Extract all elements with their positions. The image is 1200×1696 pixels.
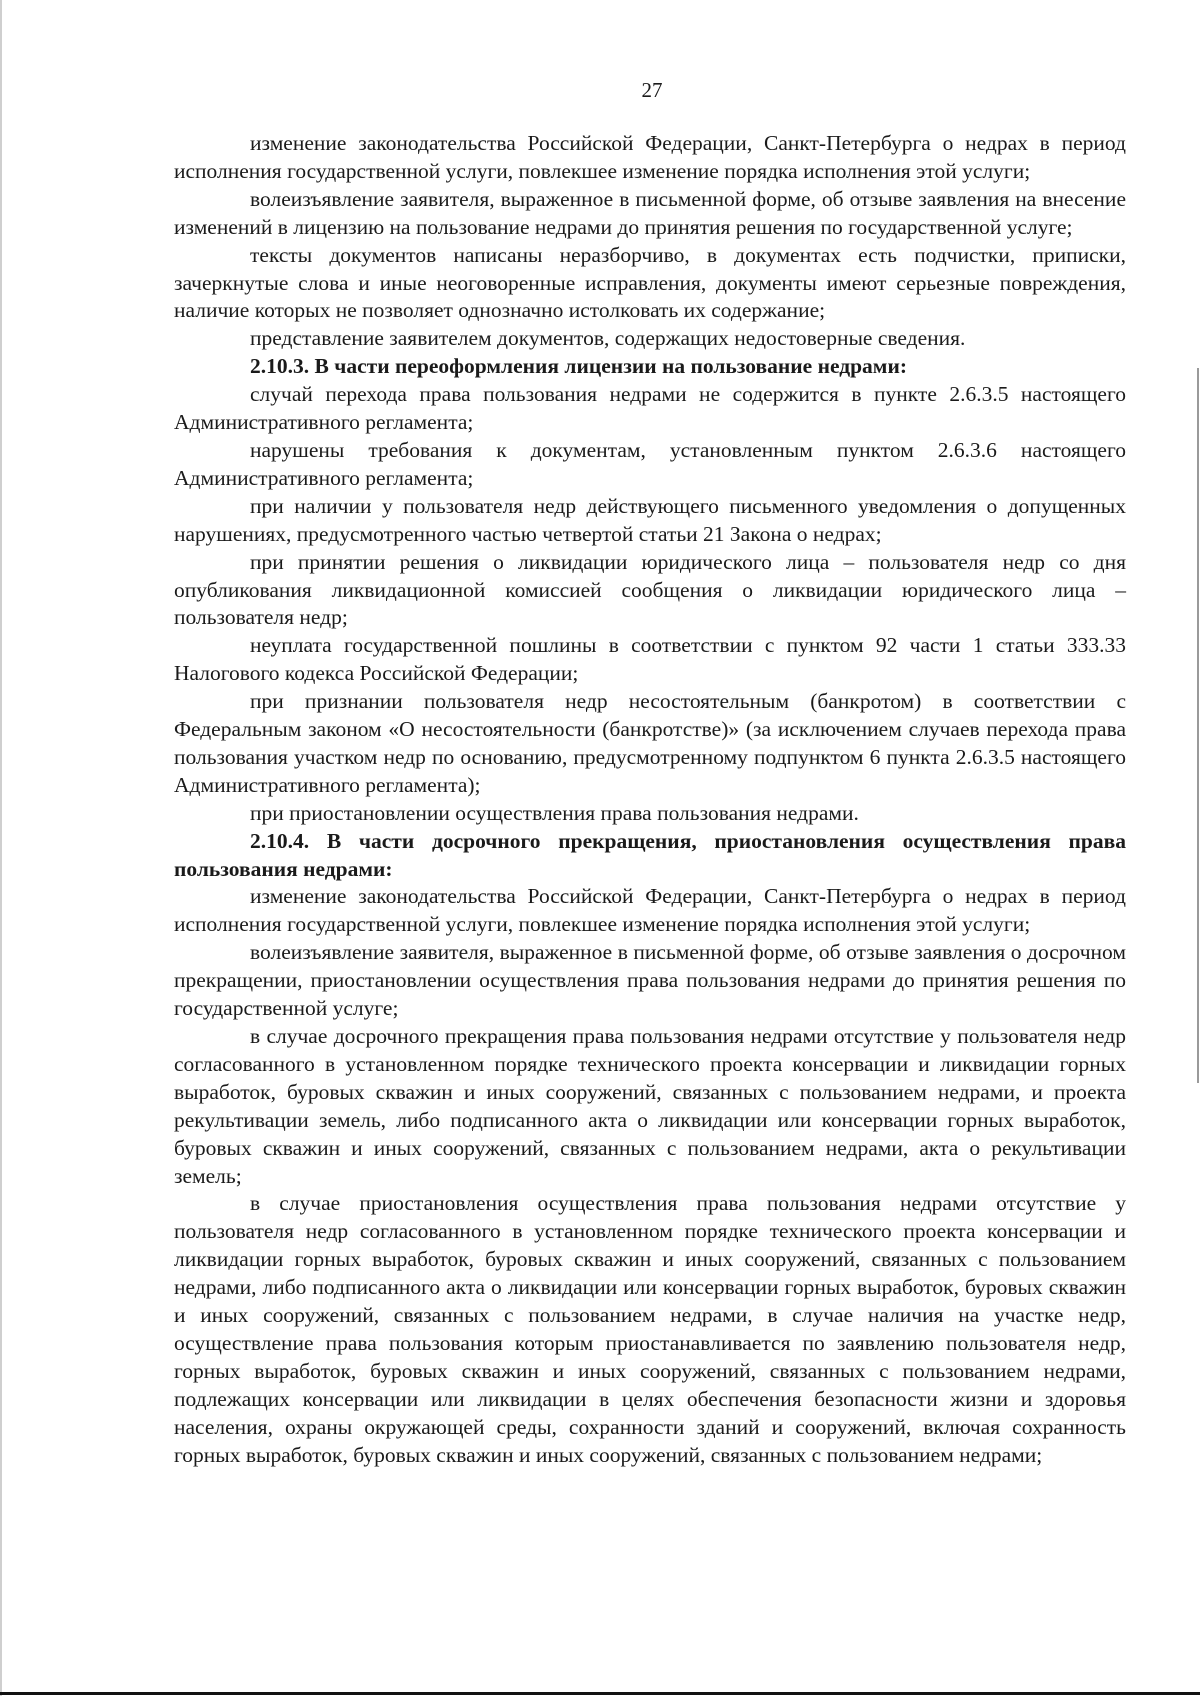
- paragraph-6: случай перехода права пользования недрами не содержится в пункте 2.6.3.5 настоящего Административного регламента;: [174, 382, 1126, 435]
- paragraph-4: представление заявителем документов, содержащих недостоверные сведения.: [250, 326, 966, 351]
- scan-edge-bottom: [0, 1692, 1200, 1695]
- document-body: [174, 130, 1126, 1470]
- paragraph-3: тексты документов написаны неразборчиво, в документах есть подчистки, приписки, зачеркнутые слова и иные неоговоренные исправления, документы имеют серьезные повреждения, наличие которых не позволяет однозначно истолковать их содержание;: [174, 242, 1126, 323]
- paragraph-11: при признании пользователя недр несостоятельным (банкротом) в соответствии с Федеральным законом «О несостоятельности (банкротстве)» (за исключением случаев перехода права пользования участком недр по основанию, предусмотренному подпунктом 6 пункта 2.6.3.5 настоящего Административного регламента);: [174, 689, 1126, 797]
- section-heading-2-10-3: 2.10.3. В части переоформления лицензии на пользование недрами:: [250, 354, 907, 379]
- page-number: 27: [641, 78, 663, 102]
- paragraph-2: волеизъявление заявителя, выраженное в письменной форме, об отзыве заявления на внесение изменений в лицензию на пользование недрами до принятия решения по государственной услуге;: [174, 186, 1126, 239]
- scan-edge-right: [1197, 368, 1199, 1083]
- paragraph-10: неуплата государственной пошлины в соответствии с пунктом 92 части 1 статьи 333.33 Налогового кодекса Российской Федерации;: [174, 633, 1126, 686]
- paragraph-15: волеизъявление заявителя, выраженное в письменной форме, об отзыве заявления о досрочном прекращении, приостановлении осуществления права пользования недрами до принятия решения по государственной услуге;: [174, 940, 1126, 1021]
- paragraph-14: изменение законодательства Российской Федерации, Санкт-Петербурга о недрах в период исполнения государственной услуги, повлекшее изменение порядка исполнения этой услуги;: [174, 884, 1126, 937]
- paragraph-17: в случае приостановления осуществления права пользования недрами отсутствие у пользователя недр согласованного в установленном порядке технического проекта консервации и ликвидации горных выработок, буровых скважин и иных сооружений, связанных с пользованием недрами, либо подписанного акта о ликвидации или консервации горных выработок, буровых скважин и иных сооружений, связанных с пользованием недрами, в случае наличия на участке недр, осуществление права пользования которым приостанавливается по заявлению пользователя недр, горных выработок, буровых скважин и иных сооружений, связанных с пользованием недрами, подлежащих консервации или ликвидации в целях обеспечения безопасности жизни и здоровья населения, охраны окружающей среды, сохранности зданий и сооружений, включая сохранность горных выработок, буровых скважин и иных сооружений, связанных с пользованием недрами;: [174, 1191, 1126, 1467]
- paragraph-1: изменение законодательства Российской Федерации, Санкт-Петербурга о недрах в период исполнения государственной услуги, повлекшее изменение порядка исполнения этой услуги;: [174, 131, 1126, 183]
- paragraph-12: при приостановлении осуществления права пользования недрами.: [250, 800, 859, 825]
- section-heading-2-10-4: 2.10.4. В части досрочного прекращения, приостановления осуществления права пользования недрами:: [174, 828, 1126, 881]
- paragraph-8: при наличии у пользователя недр действующего письменного уведомления о допущенных нарушениях, предусмотренного частью четвертой статьи 21 Закона о недрах;: [174, 493, 1126, 546]
- paragraph-7: нарушены требования к документам, установленным пунктом 2.6.3.6 настоящего Административного регламента;: [174, 437, 1126, 490]
- paragraph-16: в случае досрочного прекращения права пользования недрами отсутствие у пользователя недр согласованного в установленном порядке технического проекта консервации и ликвидации горных выработок, буровых скважин и иных сооружений, связанных с пользованием недрами, и проекта рекультивации земель, либо подписанного акта о ликвидации или консервации горных выработок, буровых скважин и иных сооружений, связанных с пользованием недрами, акта о рекультивации земель;: [174, 1024, 1126, 1188]
- paragraph-9: при принятии решения о ликвидации юридического лица – пользователя недр со дня опубликования ликвидационной комиссией сообщения о ликвидации юридического лица – пользователя недр;: [174, 549, 1126, 630]
- scan-edge-left: [0, 0, 2, 1696]
